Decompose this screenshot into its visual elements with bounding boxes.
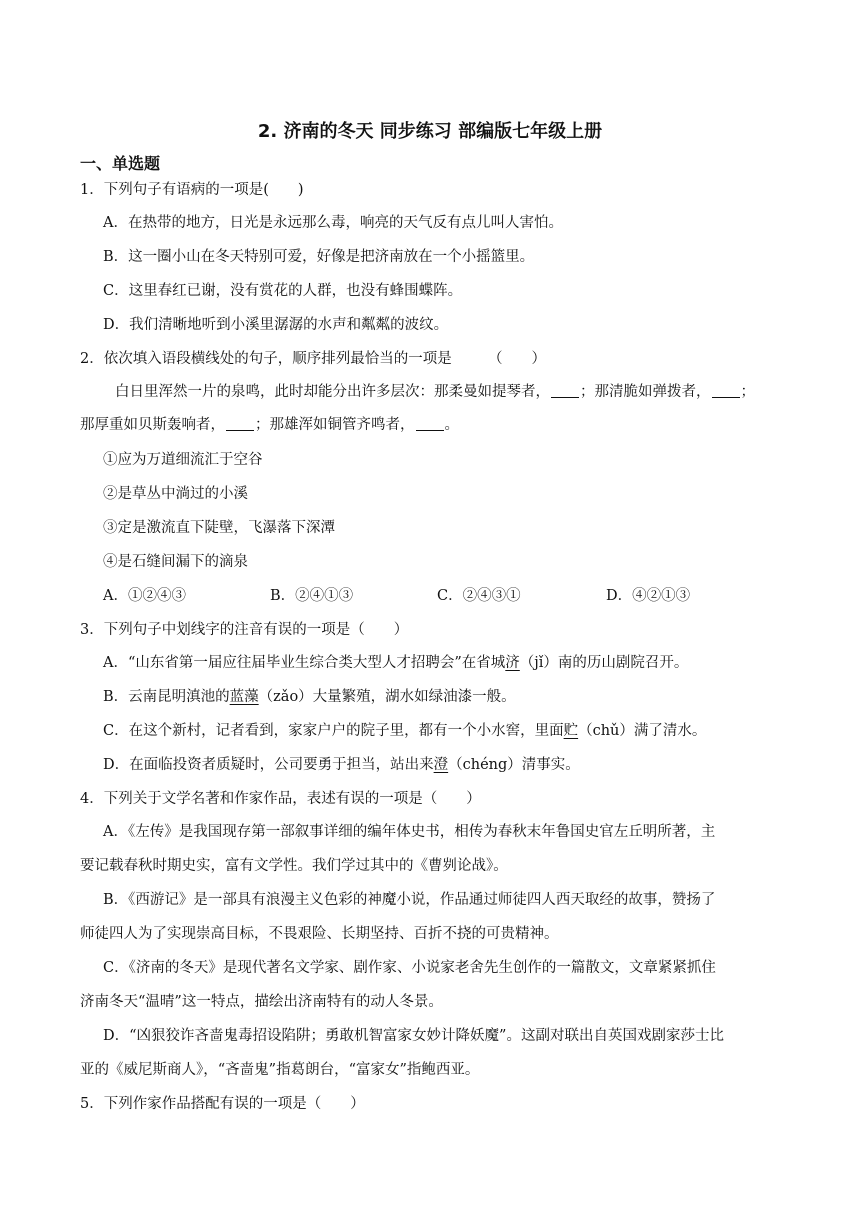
fill-blank — [416, 416, 444, 431]
underlined-char: 澄 — [433, 757, 449, 773]
question-2-passage-line-2 — [80, 415, 459, 435]
question-4-option-a-line-2: 要记载春秋时期史实，富有文学性。我们学过其中的《曹刿论战》。 — [80, 858, 508, 874]
option-text: B．云南昆明滇池的 — [103, 689, 230, 705]
question-1-option-a: A．在热带的地方，日光是永远那么毒，响亮的天气反有点儿叫人害怕。 — [103, 215, 563, 231]
question-5-stem: 5．下列作家作品搭配有误的一项是（ ） — [80, 1096, 365, 1112]
underlined-char: 济 — [505, 655, 520, 671]
option-text: A．“山东省第一届应往届毕业生综合类大型人才招聘会”在省城 — [103, 655, 506, 671]
question-3-option-b — [103, 687, 516, 707]
option-text: （chǔ）满了清水。 — [578, 723, 707, 739]
question-3-option-d — [103, 755, 580, 775]
question-2-sentence-2: ②是草丛中淌过的小溪 — [103, 486, 248, 502]
question-2-stem: 2．依次填入语段横线处的句子，顺序排列最恰当的一项是 （ ） — [80, 351, 546, 367]
document-title: 2. 济南的冬天 同步练习 部编版七年级上册 — [257, 121, 603, 142]
option-text: （jǐ）南的历山剧院召开。 — [519, 655, 689, 671]
question-1-option-c: C．这里春红已谢，没有赏花的人群，也没有蜂围蝶阵。 — [103, 283, 463, 299]
question-2-option-a: A．①②④③ — [103, 588, 186, 604]
question-2-option-d: D．④②①③ — [606, 588, 691, 604]
fill-blank — [226, 416, 254, 431]
question-2-option-b: B．②④①③ — [270, 588, 354, 604]
question-2-sentence-4: ④是石缝间漏下的滴泉 — [103, 554, 248, 570]
passage-text: 白日里浑然一片的泉鸣，此时却能分出许多层次：那柔曼如提琴者， — [115, 384, 550, 400]
question-2-passage-line-1 — [115, 382, 755, 402]
question-1-stem: 1．下列句子有语病的一项是( ) — [80, 182, 304, 198]
question-2-sentence-3: ③定是激流直下陡壁，飞瀑落下深潭 — [103, 520, 335, 536]
fill-blank — [551, 383, 579, 398]
question-3-option-c — [103, 721, 706, 741]
question-3-stem: 3．下列句子中划线字的注音有误的一项是（ ） — [80, 622, 409, 638]
section-heading: 一、单选题 — [80, 154, 161, 173]
option-text: C．在这个新村，记者看到，家家户户的院子里，都有一个小水窖，里面 — [103, 723, 564, 739]
question-4-option-b-line-2: 师徒四人为了实现崇高目标，不畏艰险、长期坚持、百折不挠的可贵精神。 — [80, 926, 559, 942]
passage-text: ； — [740, 384, 755, 400]
passage-text: 那厚重如贝斯轰响者， — [80, 417, 225, 433]
passage-text: ；那清脆如弹拨者， — [580, 384, 711, 400]
passage-text: ；那雄浑如铜管齐鸣者， — [255, 417, 415, 433]
question-1-option-b: B．这一圈小山在冬天特别可爱，好像是把济南放在一个小摇篮里。 — [103, 249, 535, 265]
option-text: （chéng）清事实。 — [448, 757, 580, 773]
question-2-sentence-1: ①应为万道细流汇于空谷 — [103, 452, 263, 468]
question-4-option-c-line-1: C．《济南的冬天》是现代著名文学家、剧作家、小说家老舍先生创作的一篇散文，文章紧紧抓住 — [103, 960, 716, 976]
question-4-stem: 4．下列关于文学名著和作家作品，表述有误的一项是（ ） — [80, 791, 481, 807]
question-4-option-d-line-2: 亚的《威尼斯商人》，“吝啬鬼”指葛朗台，“富家女”指鲍西亚。 — [80, 1062, 480, 1078]
question-4-option-d-line-1: D．“凶狠狡诈吝啬鬼毒招设陷阱；勇敢机智富家女妙计降妖魔”。这副对联出自英国戏剧家莎士比 — [103, 1028, 724, 1044]
question-2-option-c: C．②④③① — [437, 588, 521, 604]
question-1-option-d: D．我们清晰地听到小溪里潺潺的水声和粼粼的波纹。 — [103, 317, 449, 333]
option-text: D．在面临投资者质疑时，公司要勇于担当，站出来 — [103, 757, 434, 773]
question-3-option-a — [103, 653, 688, 673]
option-text: （zǎo）大量繁殖，湖水如绿油漆一般。 — [258, 689, 516, 705]
underlined-char: 蓝藻 — [229, 689, 259, 705]
question-4-option-c-line-2: 济南冬天“温晴”这一特点，描绘出济南特有的动人冬景。 — [80, 994, 443, 1010]
question-4-option-a-line-1: A．《左传》是我国现存第一部叙事详细的编年体史书，相传为春秋末年鲁国史官左丘明所著，主 — [103, 824, 716, 840]
underlined-char: 贮 — [563, 723, 579, 739]
question-4-option-b-line-1: B．《西游记》是一部具有浪漫主义色彩的神魔小说，作品通过师徒四人西天取经的故事，赞扬了 — [103, 892, 716, 908]
passage-text: 。 — [444, 417, 459, 433]
fill-blank — [712, 383, 740, 398]
